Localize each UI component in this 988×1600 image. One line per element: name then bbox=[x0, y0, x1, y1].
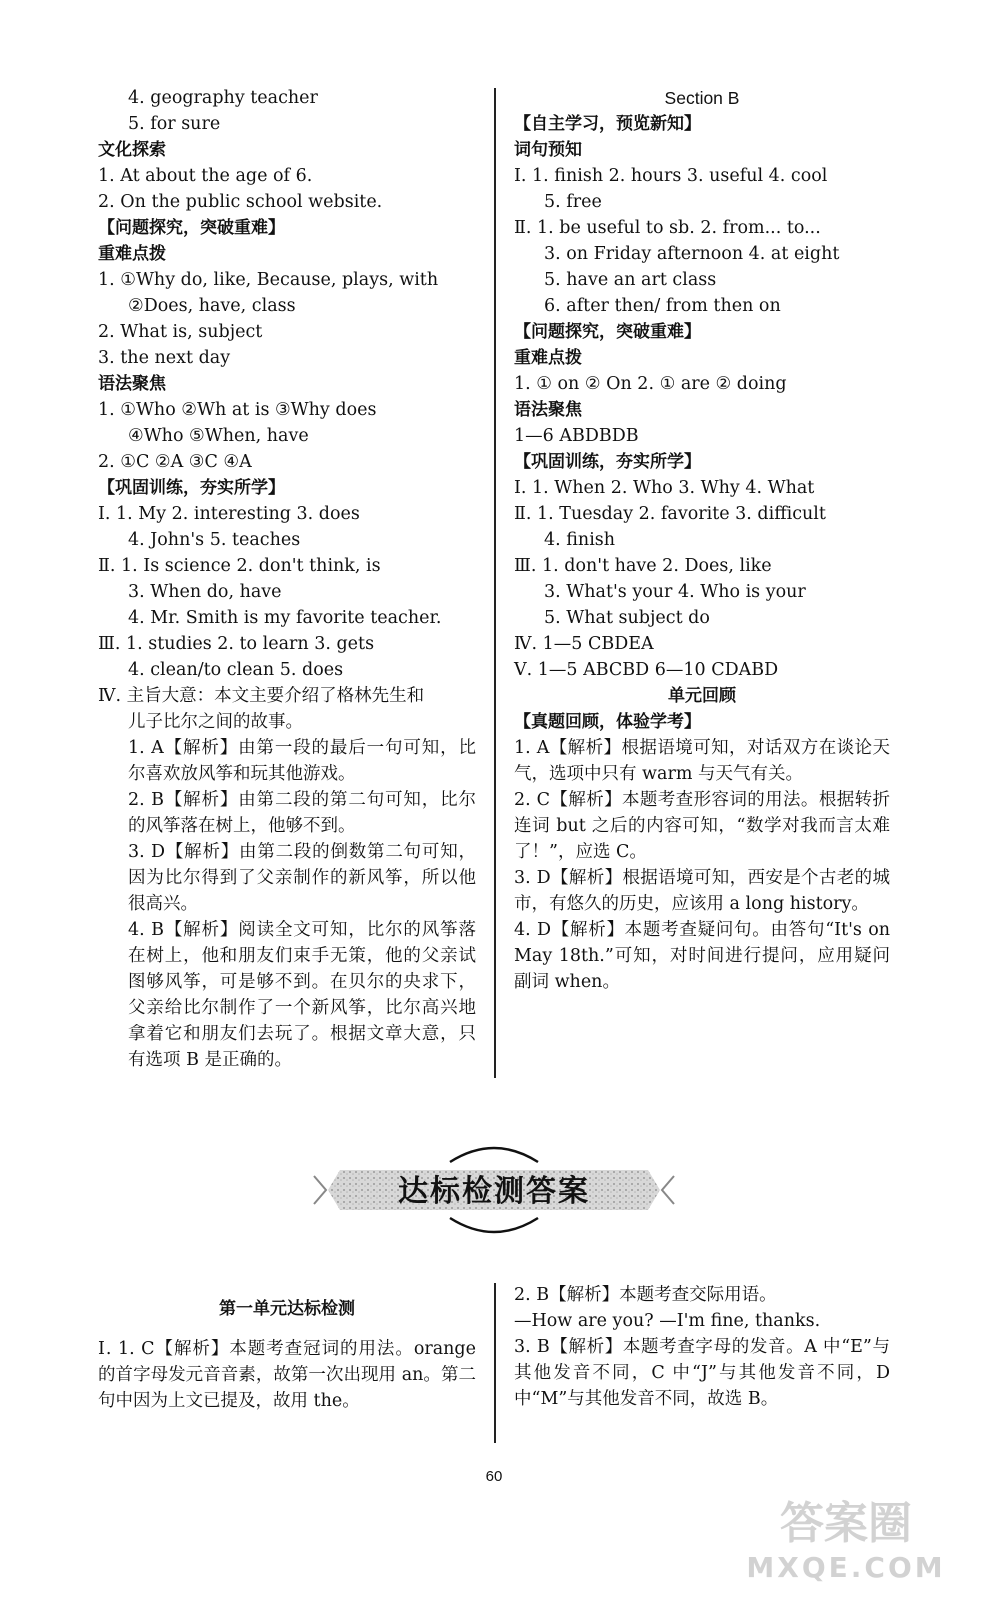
section-heading: 词句预知 bbox=[514, 140, 582, 160]
answer-line: ②Does, have, class bbox=[128, 296, 296, 316]
answer-line: 2. On the public school website. bbox=[98, 192, 383, 212]
section-heading: 【真题回顾，体验学考】 bbox=[514, 712, 701, 732]
answer-line: Ⅴ. 1—5 ABCBD 6—10 CDABD bbox=[514, 660, 779, 680]
bottom-right-column bbox=[514, 1282, 890, 1412]
section-heading: 重难点拨 bbox=[98, 244, 166, 264]
answer-line: 2. B【解析】本题考查交际用语。 bbox=[514, 1285, 777, 1305]
answer-line: —How are you? —I'm fine, thanks. bbox=[514, 1311, 821, 1331]
answer-line: 5. for sure bbox=[128, 114, 221, 134]
answer-line: 2. ①C ②A ③C ④A bbox=[98, 452, 252, 472]
answer-line: 1—6 ABDBDB bbox=[514, 426, 639, 446]
section-heading: 【问题探究，突破重难】 bbox=[514, 322, 701, 342]
answer-line: 4. geography teacher bbox=[128, 88, 318, 108]
explanation-paragraph: 4. B【解析】阅读全文可知，比尔的风筝落在树上，他和朋友们束手无策，他的父亲试图够风筝，可是够不到。在贝尔的央求下，父亲给比尔制作了一个新风筝，比尔高兴地拿着它和朋友们去玩了。根据文章大意，只有选项 B 是正确的。 bbox=[128, 920, 476, 1070]
answer-line: Ⅳ. 1—5 CBDEA bbox=[514, 634, 654, 654]
answer-line: Ⅱ. 1. Is science 2. don't think, is bbox=[98, 556, 381, 576]
section-heading: 【问题探究，突破重难】 bbox=[98, 218, 285, 238]
answer-line: 4. John's 5. teaches bbox=[128, 530, 301, 550]
answer-line: Ⅲ. 1. studies 2. to learn 3. gets bbox=[98, 634, 375, 654]
answer-line: Ⅰ. 1. finish 2. hours 3. useful 4. cool bbox=[514, 166, 828, 186]
column-divider bbox=[494, 88, 496, 1078]
left-column bbox=[98, 85, 476, 1073]
section-heading: 语法聚焦 bbox=[514, 400, 582, 420]
section-heading: 文化探索 bbox=[98, 140, 166, 160]
explanation-paragraph: 1. A【解析】由第一段的最后一句可知，比尔喜欢放风筝和玩其他游戏。 bbox=[128, 738, 476, 784]
section-heading: 单元回顾 bbox=[668, 686, 736, 706]
explanation-paragraph: Ⅰ. 1. C【解析】本题考查冠词的用法。orange 的首字母发元音音素，故第一次出现用 an。第二句中因为上文已提及，故用 the。 bbox=[98, 1339, 476, 1411]
answer-banner bbox=[300, 1140, 688, 1240]
bottom-left-column bbox=[98, 1296, 476, 1414]
answer-line: Ⅰ. 1. When 2. Who 3. Why 4. What bbox=[514, 478, 815, 498]
section-heading: 重难点拨 bbox=[514, 348, 582, 368]
explanation-paragraph: 3. D【解析】根据语境可知，西安是个古老的城市，有悠久的历史，应该用 a long history。 bbox=[514, 868, 890, 914]
answer-line: ④Who ⑤When, have bbox=[128, 426, 309, 446]
answer-line: 6. after then/ from then on bbox=[544, 296, 781, 316]
explanation-paragraph: 1. A【解析】根据语境可知，对话双方在谈论天气，选项中只有 warm 与天气有关。 bbox=[514, 738, 890, 784]
answer-line: 4. clean/to clean 5. does bbox=[128, 660, 344, 680]
watermark-top-text: 答案圈 bbox=[780, 1498, 912, 1549]
section-heading: 【巩固训练，夯实所学】 bbox=[514, 452, 701, 472]
explanation-paragraph: 4. D【解析】本题考查疑问句。由答句“It's on May 18th.”可知，对时间进行提问，应用疑问副词 when。 bbox=[514, 920, 890, 992]
answer-line: 4. Mr. Smith is my favorite teacher. bbox=[128, 608, 442, 628]
answer-line: 儿子比尔之间的故事。 bbox=[128, 712, 303, 732]
answer-line: 5. What subject do bbox=[544, 608, 710, 628]
right-column bbox=[514, 85, 890, 995]
answer-line: 5. have an art class bbox=[544, 270, 717, 290]
section-heading: 第一单元达标检测 bbox=[219, 1299, 355, 1319]
banner-title: 达标检测答案 bbox=[398, 1174, 590, 1209]
column-divider bbox=[494, 1283, 496, 1443]
answer-line: 1. At about the age of 6. bbox=[98, 166, 313, 186]
answer-line: Ⅲ. 1. don't have 2. Does, like bbox=[514, 556, 772, 576]
answer-line: Ⅳ. 主旨大意：本文主要介绍了格林先生和 bbox=[98, 686, 425, 706]
answer-line: 3. What's your 4. Who is your bbox=[544, 582, 806, 602]
answer-line: Ⅱ. 1. Tuesday 2. favorite 3. difficult bbox=[514, 504, 826, 524]
explanation-paragraph: 2. B【解析】由第二段的第二句可知，比尔的风筝落在树上，他够不到。 bbox=[128, 790, 476, 836]
explanation-paragraph: 2. C【解析】本题考查形容词的用法。根据转折连词 but 之后的内容可知，“数学对我而言太难了！”，应选 C。 bbox=[514, 790, 890, 862]
answer-line: 5. free bbox=[544, 192, 602, 212]
answer-line: 1. ①Why do, like, Because, plays, with bbox=[98, 270, 439, 290]
answer-line: Ⅰ. 1. My 2. interesting 3. does bbox=[98, 504, 360, 524]
watermark-bottom-text: MXQE.COM bbox=[746, 1551, 946, 1584]
section-heading: 语法聚焦 bbox=[98, 374, 166, 394]
answer-line: Ⅱ. 1. be useful to sb. 2. from... to... bbox=[514, 218, 821, 238]
watermark-logo bbox=[726, 1497, 966, 1592]
answer-line: 3. When do, have bbox=[128, 582, 282, 602]
answer-line: 3. the next day bbox=[98, 348, 231, 368]
explanation-paragraph: 3. B【解析】本题考查字母的发音。A 中“E”与其他发音不同，C 中“J”与其他发音不同，D 中“M”与其他发音不同，故选 B。 bbox=[514, 1337, 890, 1409]
section-heading: 【巩固训练，夯实所学】 bbox=[98, 478, 285, 498]
page-number: 60 bbox=[485, 1468, 503, 1485]
answer-line: 4. finish bbox=[544, 530, 616, 550]
answer-line: 1. ①Who ②Wh at is ③Why does bbox=[98, 400, 377, 420]
section-heading: 【自主学习，预览新知】 bbox=[514, 114, 701, 134]
answer-line: 3. on Friday afternoon 4. at eight bbox=[544, 244, 840, 264]
section-title: Section B bbox=[664, 88, 740, 108]
answer-line: 1. ① on ② On 2. ① are ② doing bbox=[514, 374, 787, 394]
explanation-paragraph: 3. D【解析】由第二段的倒数第二句可知，因为比尔得到了父亲制作的新风筝，所以他很高兴。 bbox=[128, 842, 476, 914]
answer-line: 2. What is, subject bbox=[98, 322, 263, 342]
